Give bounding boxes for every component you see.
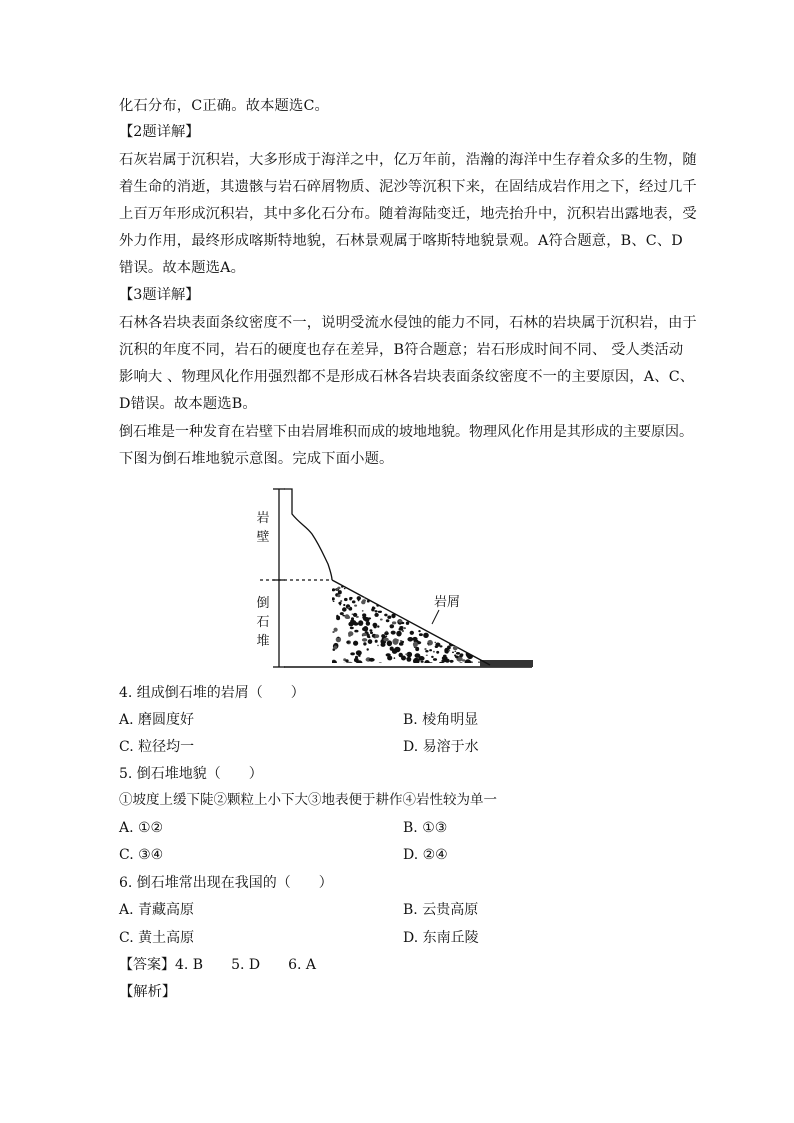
debris-particle — [387, 640, 392, 646]
debris-particle — [362, 633, 367, 636]
debris-particle — [427, 643, 429, 644]
text-line: 倒石堆是一种发育在岩壁下由岩屑堆积而成的坡地地貌。物理风化作用是其形成的主要原因。 — [119, 424, 693, 440]
debris-particle — [366, 621, 370, 626]
debris-particle — [354, 605, 357, 607]
debris-particle — [403, 628, 405, 629]
debris-particle — [387, 616, 391, 619]
debris-particle — [436, 651, 439, 654]
debris-particle — [375, 610, 378, 612]
rock-wall-outline — [284, 489, 332, 580]
text-line: 下图为倒石堆地貌示意图。完成下面小题。 — [119, 451, 394, 467]
debris-particle — [424, 648, 426, 650]
q6-option-b[interactable]: B. 云贵高原 — [403, 902, 479, 918]
debris-particle — [333, 601, 335, 602]
debris-particle — [374, 626, 377, 629]
text-line: 上百万年形成沉积岩，其中多化石分布。随着海陆变迁，地壳抬升中，沉积岩出露地表，受 — [119, 206, 697, 222]
debris-particle — [425, 650, 428, 652]
debris-particle — [390, 627, 392, 629]
debris-particle — [356, 616, 359, 618]
debris-particle — [456, 652, 460, 655]
section-heading: 【3题详解】 — [119, 287, 200, 303]
debris-particle — [401, 656, 406, 661]
debris-particle — [478, 662, 480, 663]
debris-particle — [415, 647, 419, 651]
text-line: 错误。故本题选A。 — [119, 260, 246, 276]
label-pile-3: 堆 — [256, 634, 270, 649]
debris-particle — [347, 662, 353, 666]
debris-particle — [470, 663, 473, 665]
debris-particle — [392, 621, 396, 624]
debris-particle — [369, 629, 372, 631]
q4-option-a[interactable]: A. 磨圆度好 — [119, 712, 195, 728]
debris-particle — [426, 655, 428, 656]
debris-particle — [394, 657, 396, 659]
debris-particle — [331, 597, 334, 600]
debris-particle — [469, 655, 472, 658]
debris-particle — [415, 653, 421, 658]
debris-particle — [356, 660, 362, 665]
talus-diagram — [240, 484, 540, 674]
debris-particle — [435, 643, 440, 647]
text-line: 影响大 、物理风化作用强烈都不是形成石林各岩块表面条纹密度不一的主要原因，A、C、 — [119, 369, 695, 385]
debris-particle — [346, 641, 349, 644]
debris-particle — [413, 642, 418, 648]
debris-particle — [352, 600, 356, 603]
debris-particle — [358, 600, 360, 602]
label-pile-2: 石 — [256, 615, 270, 630]
debris-particle — [385, 631, 387, 633]
debris-particle — [405, 653, 408, 655]
debris-particle — [459, 662, 464, 666]
debris-particle — [418, 630, 420, 632]
debris-particle — [353, 641, 358, 646]
debris-particle — [356, 650, 362, 655]
debris-particle — [407, 637, 413, 642]
debris-particle — [370, 632, 373, 635]
debris-particle — [344, 598, 348, 601]
debris-particle — [367, 600, 370, 603]
debris-particle — [400, 628, 403, 630]
debris-particle — [423, 633, 429, 638]
debris-particle — [358, 620, 363, 626]
debris-particle — [338, 602, 341, 605]
debris-particle — [374, 613, 378, 617]
debris-particle — [338, 590, 342, 594]
debris-particle — [429, 649, 432, 651]
debris-particle — [354, 630, 358, 633]
debris-particle — [450, 661, 452, 662]
label-debris: 岩屑 — [433, 595, 461, 610]
q4-option-b[interactable]: B. 棱角明显 — [403, 712, 479, 728]
analysis-heading: 【解析】 — [119, 984, 177, 1000]
label-wall-2: 壁 — [256, 530, 270, 545]
q5-option-a[interactable]: A. ①② — [119, 820, 164, 836]
debris-particle — [350, 627, 354, 629]
debris-particle — [398, 620, 402, 623]
debris-particle — [392, 649, 397, 654]
debris-particle — [462, 659, 466, 661]
section-heading: 【2题详解】 — [119, 124, 200, 140]
debris-particle — [367, 648, 369, 650]
question-5-statements: ①坡度上缓下陡②颗粒上小下大③地表便于耕作④岩性较为单一 — [119, 792, 497, 808]
debris-particle — [385, 636, 387, 638]
debris-particle — [362, 613, 366, 617]
debris-particle — [337, 594, 340, 597]
debris-particle — [336, 616, 340, 618]
debris-particle — [355, 656, 358, 659]
debris-particle — [361, 600, 365, 604]
debris-particle — [375, 640, 378, 643]
text-line: D错误。故本题选B。 — [119, 396, 257, 412]
text-line: 外力作用，最终形成喀斯特地貌，石林景观属于喀斯特地貌景观。A符合题意，B、C、D — [119, 233, 683, 249]
debris-particle — [363, 642, 366, 645]
debris-particle — [384, 614, 386, 616]
debris-particle — [421, 661, 424, 663]
debris-particle — [383, 638, 389, 641]
debris-particle — [401, 622, 404, 624]
debris-particle — [419, 633, 423, 636]
debris-particle — [396, 631, 401, 637]
label-wall-1: 岩 — [256, 511, 270, 526]
debris-particle — [348, 634, 351, 637]
debris-particle — [465, 659, 472, 666]
debris-particle — [334, 628, 338, 632]
debris-particle — [406, 622, 409, 625]
debris-particle — [344, 588, 346, 589]
debris-particle — [431, 656, 434, 658]
debris-particle — [342, 607, 347, 611]
debris-particle — [413, 658, 420, 665]
debris-particle — [400, 640, 403, 642]
debris-particle — [455, 656, 459, 659]
debris-particle — [362, 610, 364, 612]
debris-particle — [340, 600, 342, 602]
debris-particle — [345, 659, 348, 662]
text-line: 沉积的年度不同，岩石的硬度也存在差异，B符合题意；岩石形成时间不同、 受人类活动 — [119, 342, 684, 358]
debris-particle — [343, 663, 346, 666]
debris-particle — [375, 634, 380, 638]
q6-option-c[interactable]: C. 黄土高原 — [119, 930, 195, 946]
label-pile-1: 倒 — [256, 596, 270, 611]
debris-particle — [380, 619, 383, 621]
q4-option-d[interactable]: D. 易溶于水 — [403, 739, 479, 755]
debris-particle — [377, 625, 379, 627]
q6-option-a[interactable]: A. 青藏高原 — [119, 902, 195, 918]
debris-particle — [334, 646, 338, 650]
question-6-stem: 6. 倒石堆常出现在我国的（ ） — [119, 875, 333, 891]
debris-particle — [389, 658, 392, 660]
debris-particle — [410, 631, 414, 635]
debris-particle — [381, 634, 385, 638]
debris-particles — [330, 586, 483, 668]
debris-particle — [336, 589, 338, 591]
debris-particle — [363, 626, 368, 632]
debris-particle — [368, 639, 373, 644]
debris-particle — [346, 616, 350, 619]
question-4-stem: 4. 组成倒石堆的岩屑（ ） — [119, 685, 305, 701]
debris-particle — [332, 631, 334, 633]
q5-option-d[interactable]: D. ②④ — [403, 847, 448, 863]
debris-particle — [340, 612, 344, 615]
q4-option-c[interactable]: C. 粒径均一 — [119, 739, 195, 755]
debris-particle — [363, 617, 367, 621]
q5-option-b[interactable]: B. ①③ — [403, 820, 448, 836]
debris-particle — [337, 637, 339, 638]
answer-line: 【答案】4. B 5. D 6. A — [119, 957, 317, 973]
debris-particle — [331, 590, 333, 591]
debris-particle — [433, 651, 435, 653]
debris-particle — [350, 619, 354, 623]
debris-particle — [386, 619, 390, 622]
debris-particle — [406, 658, 408, 660]
debris-particle — [433, 658, 437, 661]
debris-particle — [350, 652, 355, 655]
debris-particle — [454, 651, 456, 652]
debris-particle — [371, 608, 374, 611]
debris-particle — [349, 598, 352, 601]
debris-particle — [459, 655, 463, 658]
debris-particle — [362, 638, 367, 642]
debris-particle — [435, 642, 437, 643]
debris-particle — [391, 614, 395, 619]
debris-particle — [379, 611, 382, 613]
debris-particle — [367, 634, 370, 637]
text-line: 石灰岩属于沉积岩，大多形成于海洋之中，亿万年前，浩瀚的海洋中生存着众多的生物，随 — [119, 152, 697, 168]
debris-particle — [391, 631, 396, 635]
q5-option-c[interactable]: C. ③④ — [119, 847, 164, 863]
debris-particle — [448, 650, 450, 652]
text-line: 着生命的消逝，其遗骸与岩石碎屑物质、泥沙等沉积下来，在固结成岩作用之下，经过几千 — [119, 179, 697, 195]
text-line: 化石分布，C正确。故本题选C。 — [119, 98, 329, 114]
debris-particle — [369, 658, 375, 662]
question-5-stem: 5. 倒石堆地貌（ ） — [119, 766, 263, 782]
debris-particle — [441, 659, 446, 662]
q6-option-d[interactable]: D. 东南丘陵 — [403, 930, 479, 946]
debris-particle — [348, 607, 351, 609]
label-leader — [432, 610, 439, 624]
debris-particle — [377, 645, 379, 647]
debris-particle — [341, 586, 344, 588]
debris-particle — [343, 604, 345, 606]
debris-particle — [393, 638, 399, 645]
text-line: 石林各岩块表面条纹密度不一，说明受流水侵蚀的能力不同，石林的岩块属于沉积岩，由于 — [119, 315, 697, 331]
debris-particle — [452, 652, 454, 654]
